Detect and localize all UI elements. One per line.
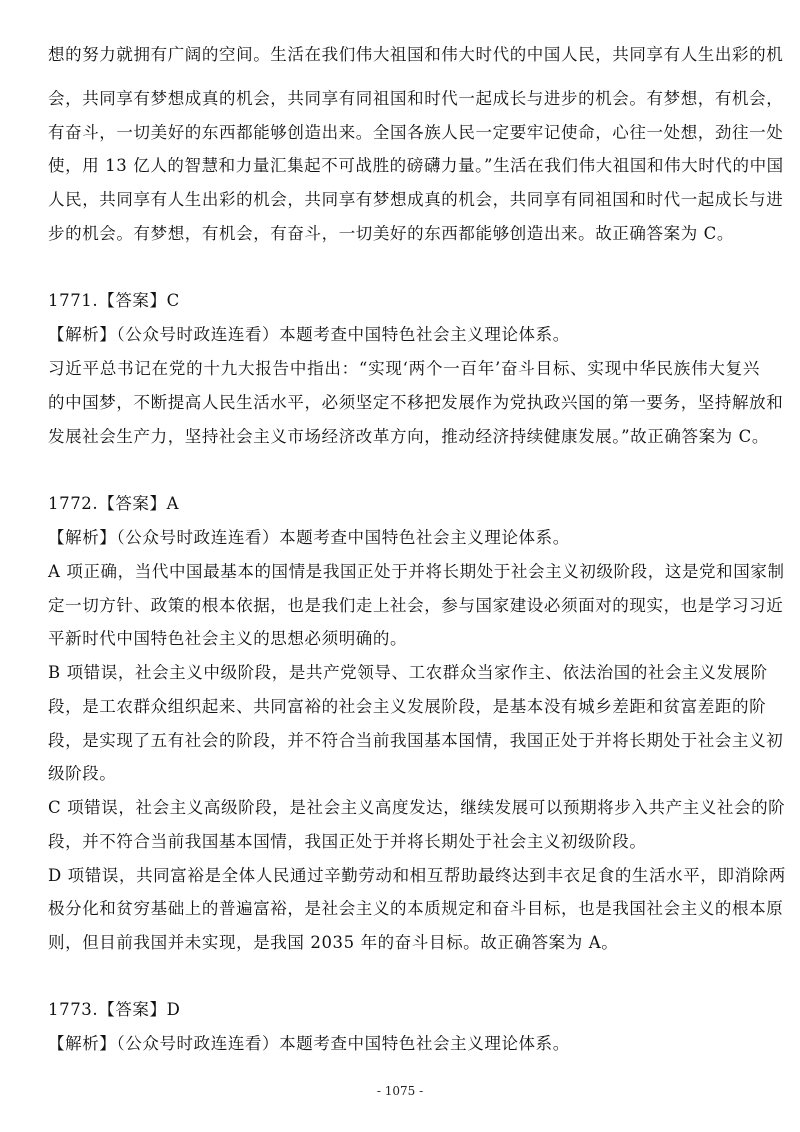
intro-line: 使，用 13 亿人的智慧和力量汇集起不可战胜的磅礴力量。”生活在我们伟大祖国和伟大时代的中国 xyxy=(48,156,784,175)
analysis-line: 习近平总书记在党的十九大报告中指出：“实现‘两个一百年’奋斗目标、实现中华民族伟大复兴 xyxy=(48,359,760,378)
analysis-line: C 项错误，社会主义高级阶段，是社会主义高度发达，继续发展可以预期将步入共产主义社会的阶 xyxy=(48,798,786,817)
analysis-line: 发展社会生产力，坚持社会主义市场经济改革方向，推动经济持续健康发展。”故正确答案为 C。 xyxy=(48,427,769,446)
analysis-heading-1772: 【解析】（公众号时政连连看）本题考查中国特色社会主义理论体系。 xyxy=(48,528,570,547)
analysis-line: D 项错误，共同富裕是全体人民通过辛勤劳动和相互帮助最终达到丰衣足食的生活水平，即消除两 xyxy=(48,866,786,885)
analysis-line: A 项正确，当代中国最基本的国情是我国正处于并将长期处于社会主义初级阶段，这是党和国家制 xyxy=(48,562,785,581)
intro-line: 想的努力就拥有广阔的空间。生活在我们伟大祖国和伟大时代的中国人民，共同享有人生出彩的机 xyxy=(48,45,784,64)
analysis-line: 段，是实现了五有社会的阶段，并不符合当前我国基本国情，我国正处于并将长期处于社会主义初 xyxy=(48,731,784,750)
intro-line: 会，共同享有梦想成真的机会，共同享有同祖国和时代一起成长与进步的机会。有梦想，有机会， xyxy=(48,89,784,108)
analysis-line: 的中国梦，不断提高人民生活水平，必须坚定不移把发展作为党执政兴国的第一要务，坚持解放和 xyxy=(48,393,784,412)
intro-line: 人民，共同享有人生出彩的机会，共同享有梦想成真的机会，共同享有同祖国和时代一起成长与进 xyxy=(48,190,784,209)
analysis-line: 极分化和贫穷基础上的普遍富裕，是社会主义的本质规定和奋斗目标，也是我国社会主义的根本原 xyxy=(48,899,784,918)
analysis-line: 定一切方针、政策的根本依据，也是我们走上社会，参与国家建设必须面对的现实，也是学习习近 xyxy=(48,596,784,615)
answer-heading-1771: 1771.【答案】C xyxy=(48,291,180,310)
analysis-line: 平新时代中国特色社会主义的思想必须明确的。 xyxy=(48,629,408,648)
analysis-line: 段，并不符合当前我国基本国情，我国正处于并将长期处于社会主义初级阶段。 xyxy=(48,832,647,851)
analysis-line: 则，但目前我国并未实现，是我国 2035 年的奋斗目标。故正确答案为 A。 xyxy=(48,933,619,952)
analysis-line: 段，是工农群众组织起来、共同富裕的社会主义发展阶段，是基本没有城乡差距和贫富差距的阶 xyxy=(48,697,767,716)
analysis-line: 级阶段。 xyxy=(48,764,117,783)
answer-heading-1773: 1773.【答案】D xyxy=(48,1000,181,1019)
intro-line: 有奋斗，一切美好的东西都能够创造出来。全国各族人民一定要牢记使命，心往一处想，劲往一处 xyxy=(48,123,784,142)
analysis-heading-1771: 【解析】（公众号时政连连看）本题考查中国特色社会主义理论体系。 xyxy=(48,325,570,344)
intro-line: 步的机会。有梦想，有机会，有奋斗，一切美好的东西都能够创造出来。故正确答案为 C。 xyxy=(48,224,734,243)
page-number: - 1075 - xyxy=(376,1084,424,1098)
analysis-heading-1773: 【解析】（公众号时政连连看）本题考查中国特色社会主义理论体系。 xyxy=(48,1034,570,1053)
answer-heading-1772: 1772.【答案】A xyxy=(48,494,180,513)
analysis-line: B 项错误，社会主义中级阶段，是共产党领导、工农群众当家作主、依法治国的社会主义发展阶 xyxy=(48,663,768,682)
